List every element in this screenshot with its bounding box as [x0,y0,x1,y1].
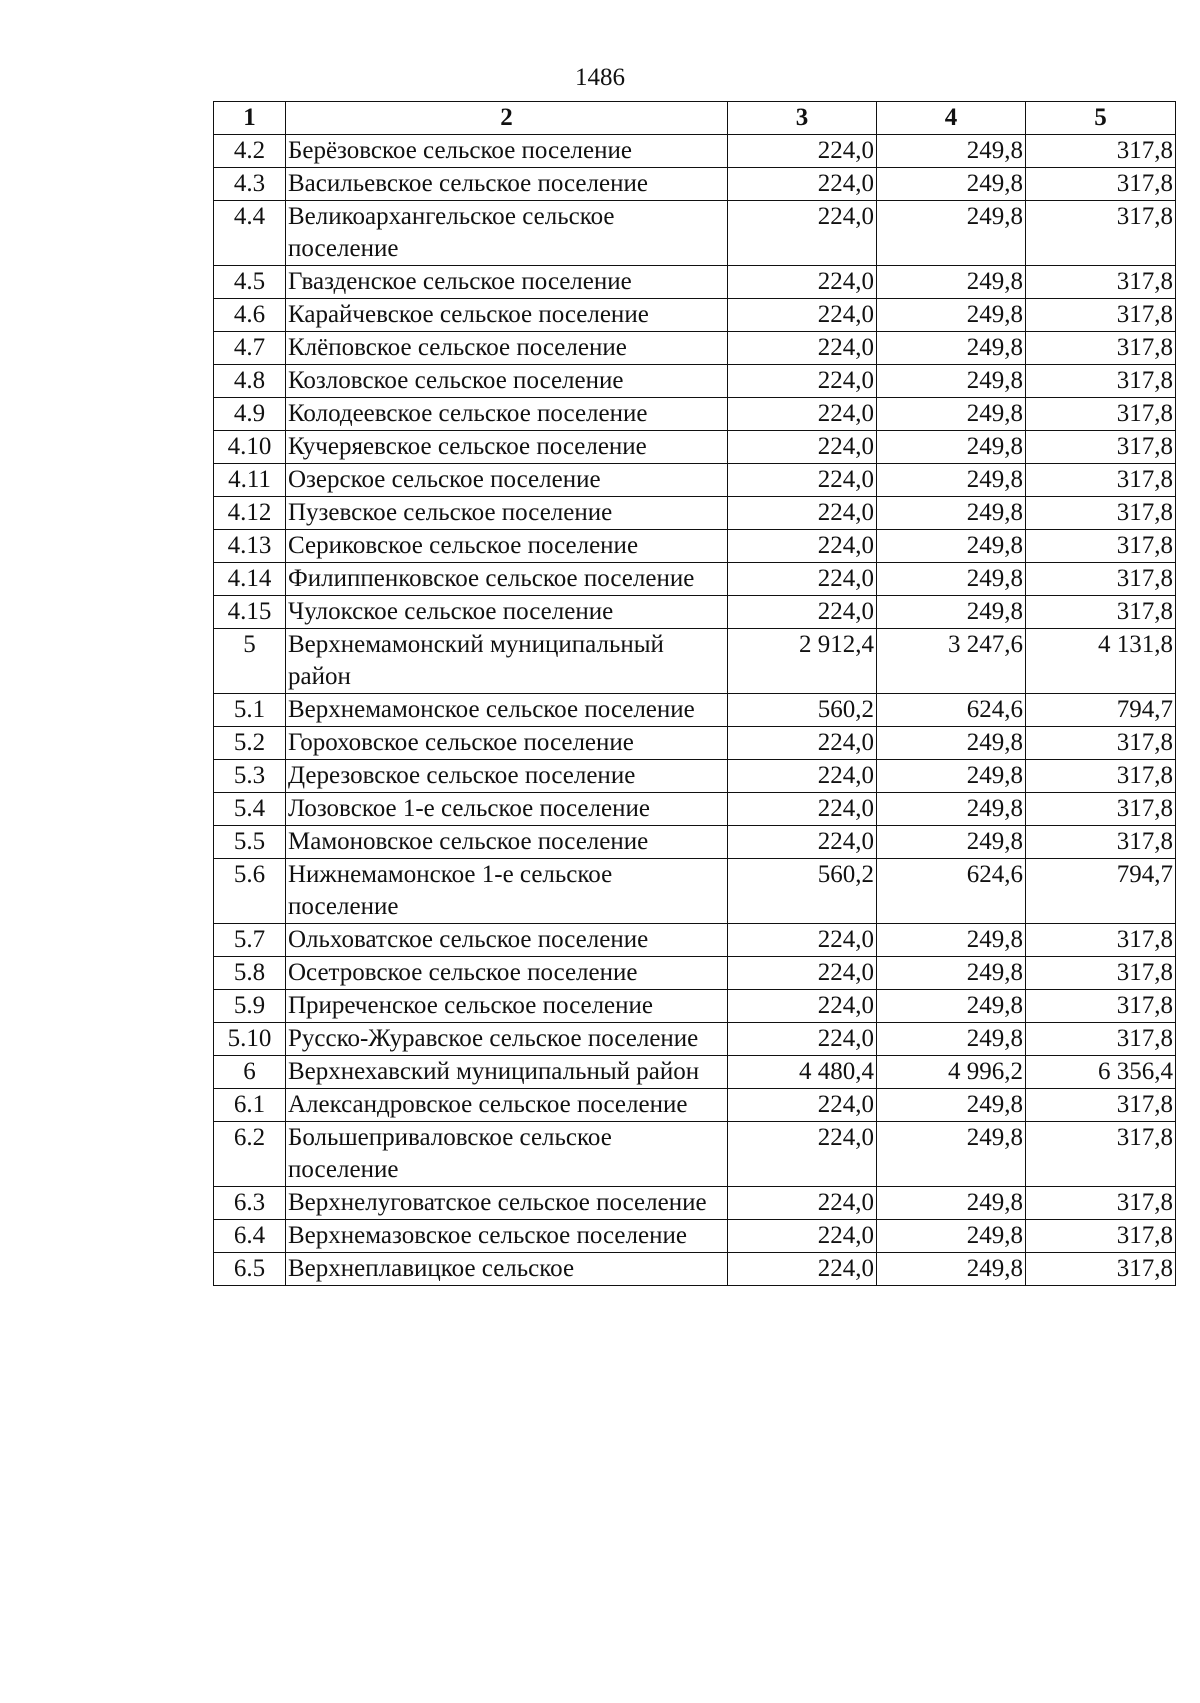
value-column-5-cell: 6 356,4 [1026,1056,1176,1089]
table-row [214,1056,1176,1089]
value-column-4-cell: 249,8 [877,1023,1026,1056]
value-column-3-cell: 224,0 [728,1220,877,1253]
value-column-5-cell: 317,8 [1026,365,1176,398]
value-column-4-cell: 249,8 [877,431,1026,464]
value-column-3-cell: 224,0 [728,1023,877,1056]
table-row [214,793,1176,826]
row-number-cell: 4.7 [214,332,286,365]
row-number-cell: 5 [214,629,286,694]
municipality-name-cell: Мамоновское сельское поселение [286,826,728,859]
row-number-cell: 4.13 [214,530,286,563]
row-number-cell: 4.15 [214,596,286,629]
municipality-name-cell: Озерское сельское поселение [286,464,728,497]
value-column-5-cell: 317,8 [1026,563,1176,596]
municipality-name-cell: Великоархангельское сельское поселение [286,201,728,266]
municipality-name-cell: Верхнемамонское сельское поселение [286,694,728,727]
column-header-5: 5 [1026,102,1176,135]
value-column-4-cell: 249,8 [877,266,1026,299]
value-column-4-cell: 249,8 [877,924,1026,957]
municipality-name-cell: Русско-Журавское сельское поселение [286,1023,728,1056]
value-column-4-cell: 249,8 [877,760,1026,793]
value-column-5-cell: 317,8 [1026,727,1176,760]
table-row [214,563,1176,596]
value-column-5-cell: 317,8 [1026,530,1176,563]
municipality-name-cell: Колодеевское сельское поселение [286,398,728,431]
value-column-3-cell: 224,0 [728,1253,877,1286]
value-column-5-cell: 317,8 [1026,1089,1176,1122]
municipality-name-cell: Козловское сельское поселение [286,365,728,398]
value-column-5-cell: 317,8 [1026,266,1176,299]
table-row [214,1253,1176,1286]
table-row [214,727,1176,760]
value-column-3-cell: 224,0 [728,299,877,332]
value-column-5-cell: 317,8 [1026,1187,1176,1220]
municipality-name-cell: Верхнелуговатское сельское поселение [286,1187,728,1220]
row-number-cell: 4.6 [214,299,286,332]
value-column-3-cell: 224,0 [728,530,877,563]
municipality-name-cell: Карайчевское сельское поселение [286,299,728,332]
row-number-cell: 5.10 [214,1023,286,1056]
value-column-4-cell: 249,8 [877,793,1026,826]
value-column-3-cell: 224,0 [728,266,877,299]
value-column-3-cell: 224,0 [728,990,877,1023]
row-number-cell: 4.12 [214,497,286,530]
value-column-4-cell: 249,8 [877,497,1026,530]
table-row [214,530,1176,563]
municipality-name-cell: Берёзовское сельское поселение [286,135,728,168]
value-column-3-cell: 224,0 [728,365,877,398]
value-column-3-cell: 224,0 [728,201,877,266]
value-column-4-cell: 249,8 [877,727,1026,760]
column-header-4: 4 [877,102,1026,135]
value-column-4-cell: 249,8 [877,826,1026,859]
value-column-4-cell: 249,8 [877,563,1026,596]
value-column-3-cell: 224,0 [728,332,877,365]
value-column-3-cell: 224,0 [728,135,877,168]
value-column-5-cell: 317,8 [1026,398,1176,431]
value-column-5-cell: 317,8 [1026,201,1176,266]
row-number-cell: 5.4 [214,793,286,826]
value-column-4-cell: 624,6 [877,694,1026,727]
row-number-cell: 6.3 [214,1187,286,1220]
table-row [214,168,1176,201]
row-number-cell: 6.2 [214,1122,286,1187]
value-column-5-cell: 317,8 [1026,826,1176,859]
municipality-name-cell: Васильевское сельское поселение [286,168,728,201]
value-column-3-cell: 224,0 [728,168,877,201]
value-column-4-cell: 249,8 [877,398,1026,431]
row-number-cell: 5.2 [214,727,286,760]
value-column-3-cell: 224,0 [728,464,877,497]
table-row [214,694,1176,727]
municipality-name-cell: Верхнехавский муниципальный район [286,1056,728,1089]
value-column-4-cell: 249,8 [877,1253,1026,1286]
table-row [214,497,1176,530]
value-column-4-cell: 249,8 [877,990,1026,1023]
value-column-4-cell: 249,8 [877,596,1026,629]
value-column-5-cell: 317,8 [1026,957,1176,990]
value-column-4-cell: 249,8 [877,201,1026,266]
value-column-5-cell: 317,8 [1026,793,1176,826]
value-column-4-cell: 249,8 [877,299,1026,332]
municipality-name-cell: Верхнемамонский муниципальный район [286,629,728,694]
column-header-1: 1 [214,102,286,135]
allocation-table [213,101,1176,1286]
value-column-4-cell: 4 996,2 [877,1056,1026,1089]
value-column-4-cell: 249,8 [877,1187,1026,1220]
row-number-cell: 4.8 [214,365,286,398]
value-column-3-cell: 560,2 [728,694,877,727]
column-header-3: 3 [728,102,877,135]
municipality-name-cell: Осетровское сельское поселение [286,957,728,990]
value-column-5-cell: 317,8 [1026,431,1176,464]
municipality-name-cell: Приреченское сельское поселение [286,990,728,1023]
value-column-5-cell: 794,7 [1026,694,1176,727]
value-column-5-cell: 317,8 [1026,497,1176,530]
row-number-cell: 5.8 [214,957,286,990]
municipality-name-cell: Филиппенковское сельское поселение [286,563,728,596]
row-number-cell: 4.14 [214,563,286,596]
municipality-name-cell: Лозовское 1-е сельское поселение [286,793,728,826]
table-row [214,332,1176,365]
table-row [214,1187,1176,1220]
value-column-3-cell: 224,0 [728,398,877,431]
table-row [214,629,1176,694]
row-number-cell: 5.5 [214,826,286,859]
value-column-3-cell: 224,0 [728,563,877,596]
value-column-3-cell: 224,0 [728,1122,877,1187]
value-column-5-cell: 317,8 [1026,1253,1176,1286]
value-column-5-cell: 317,8 [1026,596,1176,629]
row-number-cell: 4.3 [214,168,286,201]
value-column-4-cell: 249,8 [877,365,1026,398]
table-row [214,760,1176,793]
row-number-cell: 6.1 [214,1089,286,1122]
row-number-cell: 4.10 [214,431,286,464]
value-column-5-cell: 317,8 [1026,168,1176,201]
value-column-3-cell: 224,0 [728,1187,877,1220]
table-row [214,596,1176,629]
value-column-5-cell: 317,8 [1026,1023,1176,1056]
row-number-cell: 5.1 [214,694,286,727]
value-column-4-cell: 249,8 [877,1122,1026,1187]
value-column-5-cell: 317,8 [1026,990,1176,1023]
table-row [214,859,1176,924]
table-row [214,398,1176,431]
value-column-4-cell: 249,8 [877,135,1026,168]
value-column-3-cell: 4 480,4 [728,1056,877,1089]
table-row [214,135,1176,168]
table-row [214,201,1176,266]
municipality-name-cell: Пузевское сельское поселение [286,497,728,530]
value-column-3-cell: 224,0 [728,431,877,464]
table-row [214,1023,1176,1056]
table-row [214,957,1176,990]
row-number-cell: 5.3 [214,760,286,793]
municipality-name-cell: Клёповское сельское поселение [286,332,728,365]
row-number-cell: 4.11 [214,464,286,497]
row-number-cell: 6 [214,1056,286,1089]
table-row [214,1122,1176,1187]
table-row [214,299,1176,332]
value-column-3-cell: 224,0 [728,596,877,629]
value-column-3-cell: 560,2 [728,859,877,924]
table-row [214,1220,1176,1253]
row-number-cell: 6.4 [214,1220,286,1253]
table-row [214,431,1176,464]
table-header [214,102,1176,135]
value-column-3-cell: 2 912,4 [728,629,877,694]
value-column-4-cell: 249,8 [877,332,1026,365]
value-column-5-cell: 317,8 [1026,1122,1176,1187]
value-column-5-cell: 317,8 [1026,299,1176,332]
municipality-name-cell: Гороховское сельское поселение [286,727,728,760]
municipality-name-cell: Нижнемамонское 1-е сельское поселение [286,859,728,924]
value-column-4-cell: 249,8 [877,1089,1026,1122]
value-column-5-cell: 317,8 [1026,760,1176,793]
row-number-cell: 5.9 [214,990,286,1023]
value-column-3-cell: 224,0 [728,760,877,793]
value-column-3-cell: 224,0 [728,1089,877,1122]
municipality-name-cell: Верхнеплавицкое сельское [286,1253,728,1286]
row-number-cell: 5.7 [214,924,286,957]
value-column-4-cell: 249,8 [877,464,1026,497]
municipality-name-cell: Александровское сельское поселение [286,1089,728,1122]
value-column-5-cell: 4 131,8 [1026,629,1176,694]
value-column-3-cell: 224,0 [728,497,877,530]
value-column-3-cell: 224,0 [728,957,877,990]
value-column-5-cell: 794,7 [1026,859,1176,924]
value-column-5-cell: 317,8 [1026,924,1176,957]
municipality-name-cell: Ольховатское сельское поселение [286,924,728,957]
value-column-4-cell: 624,6 [877,859,1026,924]
row-number-cell: 4.5 [214,266,286,299]
value-column-4-cell: 3 247,6 [877,629,1026,694]
row-number-cell: 4.4 [214,201,286,266]
value-column-3-cell: 224,0 [728,924,877,957]
value-column-5-cell: 317,8 [1026,1220,1176,1253]
header-row [214,102,1176,135]
municipality-name-cell: Большеприваловское сельское поселение [286,1122,728,1187]
municipality-name-cell: Верхнемазовское сельское поселение [286,1220,728,1253]
table-row [214,365,1176,398]
table-row [214,266,1176,299]
row-number-cell: 6.5 [214,1253,286,1286]
value-column-3-cell: 224,0 [728,727,877,760]
row-number-cell: 4.9 [214,398,286,431]
table-row [214,924,1176,957]
value-column-4-cell: 249,8 [877,1220,1026,1253]
value-column-5-cell: 317,8 [1026,135,1176,168]
value-column-4-cell: 249,8 [877,957,1026,990]
municipality-name-cell: Кучеряевское сельское поселение [286,431,728,464]
row-number-cell: 5.6 [214,859,286,924]
page-number: 1486 [575,64,625,91]
table-row [214,826,1176,859]
row-number-cell: 4.2 [214,135,286,168]
column-header-2: 2 [286,102,728,135]
table-row [214,464,1176,497]
municipality-name-cell: Дерезовское сельское поселение [286,760,728,793]
table-row [214,990,1176,1023]
municipality-name-cell: Чулокское сельское поселение [286,596,728,629]
table-body [214,135,1176,1286]
value-column-4-cell: 249,8 [877,530,1026,563]
table-row [214,1089,1176,1122]
value-column-3-cell: 224,0 [728,826,877,859]
value-column-5-cell: 317,8 [1026,464,1176,497]
municipality-name-cell: Сериковское сельское поселение [286,530,728,563]
value-column-5-cell: 317,8 [1026,332,1176,365]
value-column-3-cell: 224,0 [728,793,877,826]
municipality-name-cell: Гвазденское сельское поселение [286,266,728,299]
value-column-4-cell: 249,8 [877,168,1026,201]
